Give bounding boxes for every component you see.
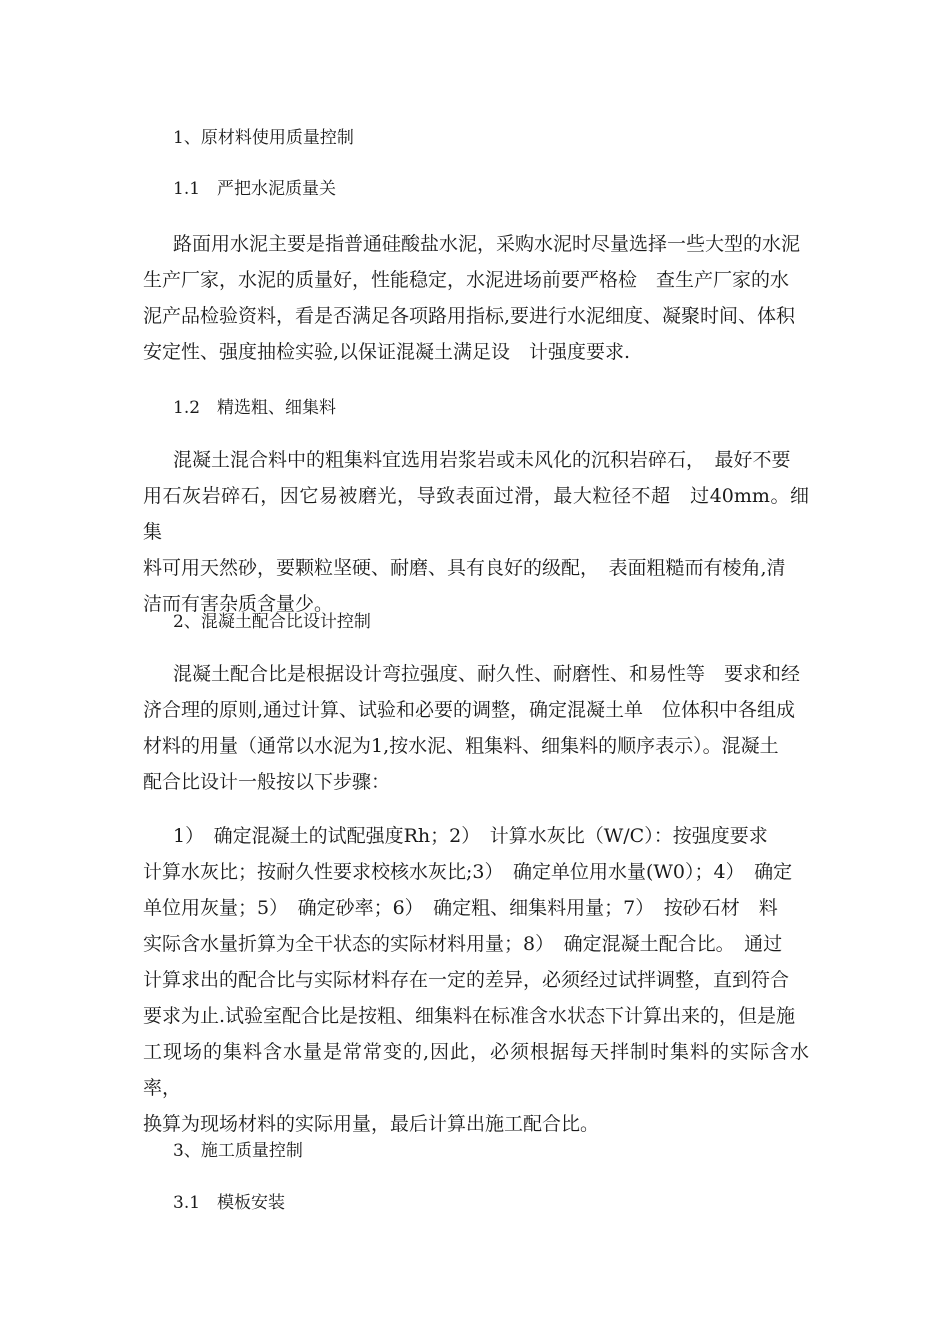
paragraph-mix-design-text: 混凝土配合比是根据设计弯拉强度、耐久性、耐磨性、和易性等 要求和经 济合理的原则,通过计算、试验和必要的调整，确定混凝土单 位体积中各组成 材料的用量（通常以水泥为1,按水泥、粗集料、细集料的顺序表示）。混凝土 配合比设计一般按以下步骤： xyxy=(143,663,801,793)
section-heading-3-1: 3.1 模板安装 xyxy=(173,1193,286,1213)
paragraph-mix-steps xyxy=(143,818,809,1142)
section-heading-3: 3、施工质量控制 xyxy=(173,1141,303,1161)
paragraph-mix-design xyxy=(143,656,809,800)
section-heading-2: 2、混凝土配合比设计控制 xyxy=(173,612,371,632)
paragraph-cement xyxy=(143,226,809,370)
paragraph-cement-text: 路面用水泥主要是指普通硅酸盐水泥，采购水泥时尽量选择一些大型的水泥 生产厂家，水泥的质量好，性能稳定，水泥进场前要严格检 查生产厂家的水 泥产品检验资料，看是否满足各项路用指标,要进行水泥细度、凝聚时间、体积 安定性、强度抽检实验,以保证混凝土满足设 计强度要求. xyxy=(143,233,801,363)
section-heading-1-2: 1.2 精选粗、细集料 xyxy=(173,398,337,418)
section-heading-1: 1、原材料使用质量控制 xyxy=(173,128,354,148)
section-heading-1-1: 1.1 严把水泥质量关 xyxy=(173,179,337,199)
paragraph-aggregate-text: 混凝土混合料中的粗集料宜选用岩浆岩或未风化的沉积岩碎石， 最好不要 用石灰岩碎石，因它易被磨光，导致表面过滑，最大粒径不超 过40mm。细集 料可用天然砂，要颗粒坚硬、耐磨、具有良好的级配， 表面粗糙而有棱角,清 洁而有害杂质含量少。 xyxy=(143,449,809,615)
paragraph-aggregate xyxy=(143,442,809,622)
paragraph-mix-steps-text: 1） 确定混凝土的试配强度Rh；2） 计算水灰比（W/C）：按强度要求 计算水灰比；按耐久性要求校核水灰比;3） 确定单位用水量(W0）；4） 确定 单位用灰量；5） 确定砂率；6） 确定粗、细集料用量；7） 按砂石材 料 实际含水量折算为全干状态的实际材料用量；8） 确定混凝土配合比。 通过 计算求出的配合比与实际材料存在一定的差异，必须经过试拌调整，直到符合 要求为止.试验室配合比是按粗、细集料在标准含水状态下计算出来的，但是施 工现场的集料含水量是常常变的,因此，必须根据每天拌制时集料的实际含水率， 换算为现场材料的实际用量，最后计算出施工配合比。 xyxy=(143,825,809,1135)
